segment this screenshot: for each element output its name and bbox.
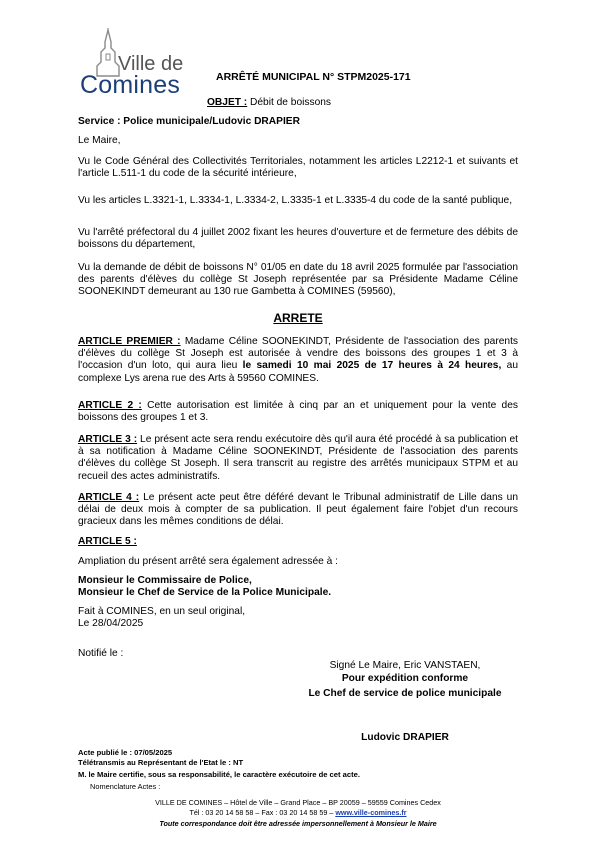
- article-4: [78, 492, 518, 529]
- recipient-police-chief: Monsieur le Chef de Service de la Police Municipale.: [78, 587, 332, 598]
- logo-comines-text: Comines: [80, 71, 181, 99]
- footer-address: VILLE DE COMINES – Hôtel de Ville – Grand Place – BP 20059 – 59559 Comines Cedex: [155, 798, 441, 807]
- nomenclature: Nomenclature Actes :: [90, 782, 161, 791]
- signature-name: Ludovic DRAPIER: [361, 732, 449, 743]
- article-1-date: le samedi 10 mai 2025 de 17 heures à 24 heures,: [242, 360, 502, 372]
- vu-paragraph: Vu les articles L.3321-1, L.3334-1, L.3334-2, L.3335-1 et L.3335-4 du code de la santé publique,: [78, 195, 513, 206]
- article-4-label: ARTICLE 4 :: [78, 492, 140, 503]
- article-1: [78, 336, 518, 385]
- decree-date: Le 28/04/2025: [78, 618, 144, 629]
- subject-text: Débit de boissons: [247, 97, 332, 108]
- decree-title: ARRÊTÉ MUNICIPAL N° STPM2025-171: [216, 71, 411, 83]
- arrete-heading: ARRETE: [273, 311, 323, 325]
- article-1-label: ARTICLE PREMIER :: [78, 336, 181, 347]
- notifie-le: Notifié le :: [78, 648, 124, 659]
- article-5-label: [78, 536, 518, 548]
- teletransmission: Télétransmis au Représentant de l'Etat le : NT: [78, 758, 244, 767]
- article-2-text: Cette autorisation est limitée à cinq par an et uniquement pour la vente des boissons des groupes 1 et 3.: [78, 400, 518, 424]
- signature-mayor: Signé Le Maire, Eric VANSTAEN,: [329, 660, 481, 671]
- city-logo: [78, 28, 196, 108]
- publication-date: Acte publié le : 07/05/2025: [78, 748, 173, 757]
- article-3-label: ARTICLE 3 :: [78, 434, 138, 445]
- article-3: [78, 434, 518, 483]
- article-2-label: ARTICLE 2 :: [78, 400, 142, 411]
- vu-paragraph: Vu la demande de débit de boissons N° 01/05 en date du 18 avril 2025 formulée par l'association des parents d'élèves du collège St Joseph représentée par sa Présidente Madame Céline SOONEKINDT demeurant au 130 rue Gambetta à COMINES (59560),: [78, 262, 518, 298]
- article-1-text: Madame Céline SOONEKINDT, Présidente de l'association des parents d'élèves du collège St Joseph est autorisée à vendre des boissons des groupes 1 et 3 à l'occasion d'un loto, qui aura lieu: [78, 336, 518, 372]
- recipient-commissaire: Monsieur le Commissaire de Police,: [78, 575, 252, 586]
- vu-paragraph: Vu le Code Général des Collectivités Territoriales, notamment les articles L2212-1 et suivants et l'article L.511-1 du code de la sécurité intérieure,: [78, 156, 518, 180]
- le-maire: Le Maire,: [78, 135, 121, 146]
- footer-notice: Toute correspondance doit être adressée impersonnellement à Monsieur le Maire: [159, 819, 437, 828]
- article-2: [78, 400, 518, 424]
- ampliation-intro: Ampliation du présent arrêté sera également adressée à :: [78, 556, 338, 567]
- signature-chef-service: Le Chef de service de police municipale: [308, 688, 502, 699]
- website-link[interactable]: www.ville-comines.fr: [335, 808, 407, 817]
- subject-label: OBJET :: [207, 97, 248, 108]
- logo-ville-text: Ville de: [118, 53, 184, 75]
- article-3-text: Le présent acte sera rendu exécutoire dès qu'il aura été procédé à sa publication et à sa notification à Madame Céline SOONEKINDT, Présidente de l'association des parents d'élèves du collège St Joseph. Il sera transcrit au registre des arrêtés municipaux STPM et au recueil des actes administratifs.: [78, 434, 518, 482]
- vu-paragraph: Vu l'arrêté préfectoral du 4 juillet 2002 fixant les heures d'ouverture et de fermeture des débits de boissons du département,: [78, 227, 518, 251]
- footer-contact: [78, 808, 518, 817]
- executory-certification: M. le Maire certifie, sous sa responsabilité, le caractère exécutoire de cet acte.: [78, 770, 360, 779]
- service-line: Service : Police municipale/Ludovic DRAPIER: [78, 116, 300, 127]
- signature-conforme: Pour expédition conforme: [341, 673, 469, 684]
- footer-phone: Tél : 03 20 14 58 58 – Fax : 03 20 14 58 59 –: [189, 808, 336, 817]
- article-5-heading: ARTICLE 5 :: [78, 536, 137, 547]
- decree-subject: [207, 97, 331, 109]
- fait-a: Fait à COMINES, en un seul original,: [78, 606, 246, 617]
- article-1-location: au complexe Lys arena rue des Arts à 59560 COMINES.: [78, 360, 518, 384]
- article-4-text: Le présent acte peut être déféré devant le Tribunal administratif de Lille dans un délai de deux mois à compter de sa publication. Il peut également faire l'objet d'un recours gracieux dans les mêmes conditions de délai.: [78, 492, 518, 528]
